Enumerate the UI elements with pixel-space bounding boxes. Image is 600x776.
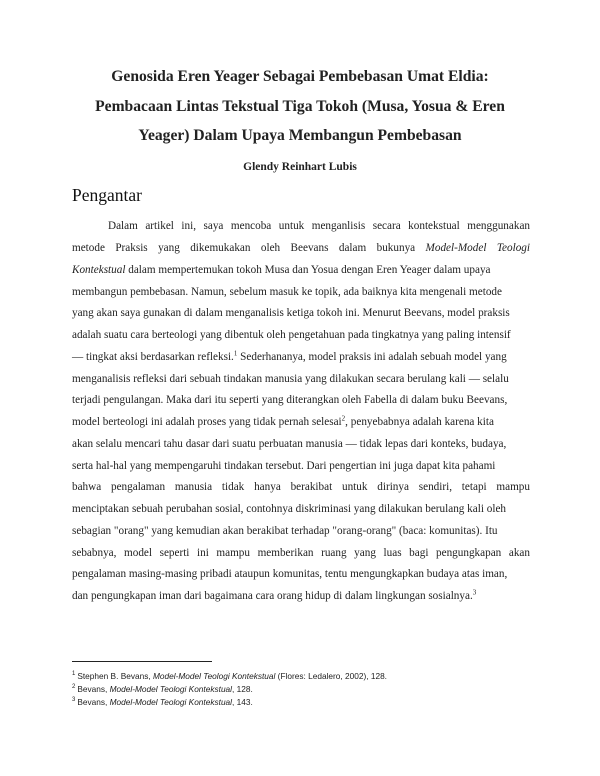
text-run: (Flores: Ledalero, 2002), 128. bbox=[275, 671, 387, 681]
footnote-2 bbox=[72, 684, 253, 694]
paragraph-line: serta hal-hal yang mempengaruhi tindakan tersebut. Dari pengertian ini juga dapat kita pahami bbox=[72, 460, 496, 472]
footnote-number: 1 bbox=[72, 671, 76, 678]
text-run: , 143. bbox=[232, 697, 253, 707]
paragraph-line: pengalaman masing-masing pribadi ataupun komunitas, tentu mengungkapkan budaya atas iman, bbox=[72, 568, 508, 580]
section-heading: Pengantar bbox=[72, 185, 142, 205]
book-title: Model-Model Teologi Kontekstual bbox=[109, 684, 233, 694]
paragraph-line: sebabnya, model seperti ini mampu memberikan ruang yang luas bagi pengungkapan akan bbox=[72, 547, 530, 559]
text-run: model berteologi ini adalah proses yang tidak pernah selesai bbox=[72, 416, 342, 428]
paragraph-line: membangun pembebasan. Namun, sebelum masuk ke topik, ada baiknya kita mengenali metode bbox=[72, 286, 502, 298]
title-line-3: Yeager) Dalam Upaya Membangun Pembebasan bbox=[138, 127, 462, 144]
text-run: , 128. bbox=[232, 684, 253, 694]
text-run: , penyebabnya adalah karena kita bbox=[345, 416, 494, 428]
paragraph-line: adalah suatu cara berteologi yang dibentuk oleh pengetahuan pada tingkatnya yang paling intensif bbox=[72, 329, 511, 341]
text-run: dan pengungkapan iman dari bagaimana cara orang hidup di dalam lingkungan sosialnya. bbox=[72, 590, 473, 602]
text-run: — tingkat aksi berdasarkan refleksi. bbox=[72, 351, 234, 363]
book-title: Model-Model Teologi Kontekstual bbox=[109, 697, 233, 707]
paragraph-line bbox=[72, 241, 530, 255]
paragraph-line: terjadi pengulangan. Maka dari itu seperti yang diterangkan oleh Fabella di dalam buku Beevans, bbox=[72, 394, 508, 406]
author-name: Glendy Reinhart Lubis bbox=[243, 161, 357, 173]
footnote-ref[interactable]: 2 bbox=[341, 414, 346, 423]
title-line-2: Pembacaan Lintas Tekstual Tiga Tokoh (Musa, Yosua & Eren bbox=[95, 98, 505, 115]
text-run: Sederhananya, model praksis ini adalah sebuah model yang bbox=[237, 351, 507, 363]
text-run: metode Praksis yang dikemukakan oleh Beevans dalam bukunya bbox=[72, 242, 426, 254]
paragraph-line: sebagian "orang" yang kemudian akan berakibat terhadap "orang-orang" (baca: komunitas). Itu bbox=[72, 525, 498, 537]
paragraph-line bbox=[72, 350, 530, 364]
paragraph-line bbox=[72, 263, 530, 277]
paragraph-line: menganalisis refleksi dari sebuah tindakan manusia yang dilakukan secara berulang kali — selalu bbox=[72, 373, 509, 385]
footnote-number: 2 bbox=[72, 684, 76, 691]
text-run: Bevans, bbox=[77, 697, 110, 707]
book-title: Model-Model Teologi Kontekstual bbox=[153, 671, 276, 681]
footnote-ref[interactable]: 3 bbox=[472, 588, 477, 597]
book-title: Kontekstual bbox=[72, 264, 126, 276]
book-title: Model-Model Teologi bbox=[425, 242, 530, 254]
footnote-1 bbox=[72, 671, 387, 681]
paragraph-line: menciptakan sebuah perubahan sosial, contohnya diskriminasi yang dilakukan berulang kali oleh bbox=[72, 503, 507, 515]
paragraph-line: yang akan saya gunakan di dalam menganalisis ketiga tokoh ini. Menurut Beevans, model praksis bbox=[72, 307, 510, 319]
footnote-3 bbox=[72, 697, 253, 707]
paragraph-line: Dalam artikel ini, saya mencoba untuk menganlisis secara kontekstual menggunakan bbox=[108, 220, 530, 232]
text-run: Bevans, bbox=[77, 684, 110, 694]
footnote-divider bbox=[72, 661, 212, 662]
footnote-ref[interactable]: 1 bbox=[233, 349, 238, 358]
text-run: Stephen B. Bevans, bbox=[77, 671, 153, 681]
paragraph-line bbox=[72, 415, 530, 429]
paragraph-line: bahwa pengalaman manusia tidak hanya berakibat untuk dirinya sendiri, tetapi mampu bbox=[72, 481, 530, 493]
text-run: dalam mempertemukan tokoh Musa dan Yosua dengan Eren Yeager dalam upaya bbox=[125, 264, 491, 276]
paragraph-line: akan selalu mencari tahu dasar dari suatu perbuatan manusia — tidak lepas dari konteks, budaya, bbox=[72, 438, 507, 450]
title-line-1: Genosida Eren Yeager Sebagai Pembebasan Umat Eldia: bbox=[111, 68, 489, 85]
footnote-number: 3 bbox=[72, 697, 76, 704]
paragraph-line bbox=[72, 589, 530, 603]
